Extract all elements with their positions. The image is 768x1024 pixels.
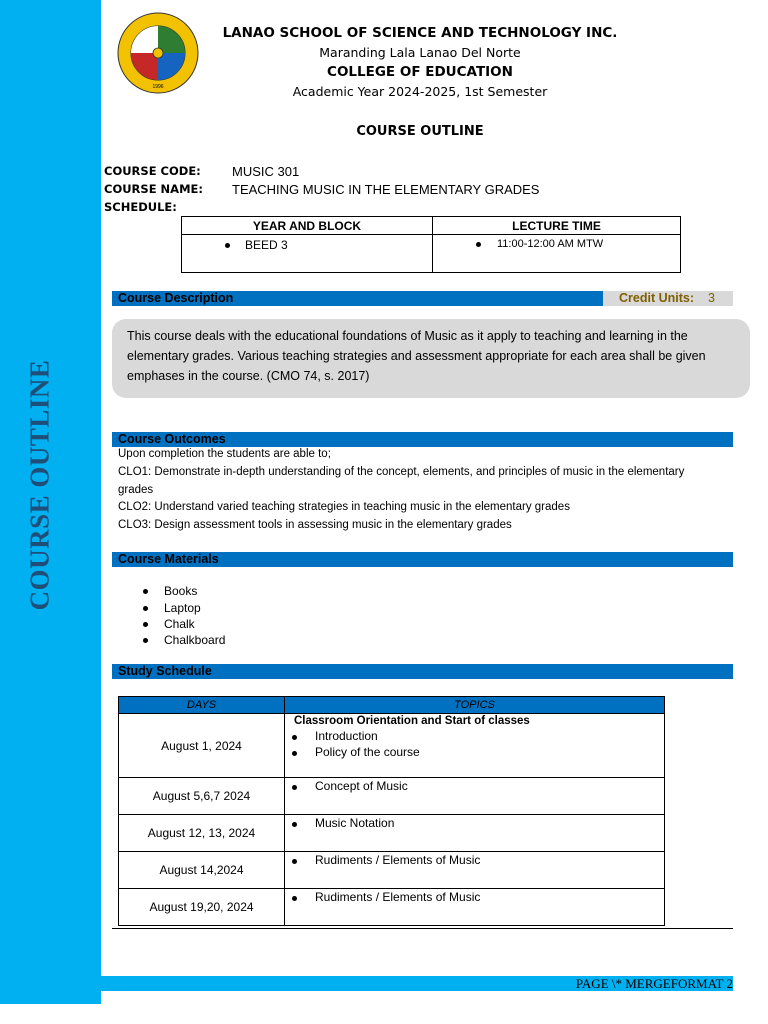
- school-logo: [117, 12, 199, 94]
- page-number-field: PAGE \* MERGEFORMAT 2: [575, 976, 733, 991]
- bullet-icon: [143, 606, 148, 611]
- table-row: [119, 778, 665, 815]
- bullet-icon: [292, 751, 297, 756]
- outcome-line: CLO3: Design assessment tools in assessing music in the elementary grades: [118, 519, 512, 531]
- col-lecture-time: LECTURE TIME: [433, 217, 681, 235]
- topics-cell: [285, 778, 665, 815]
- bullet-icon: [143, 622, 148, 627]
- time-value: 11:00-12:00 AM MTW: [497, 238, 604, 250]
- study-schedule-table: [118, 696, 665, 926]
- day-cell: August 5,6,7 2024: [119, 778, 285, 815]
- topic-item: Rudiments / Elements of Music: [315, 890, 481, 904]
- section-heading: Study Schedule: [118, 664, 212, 678]
- description-line: This course deals with the educational foundations of Music as it apply to teaching and learning in the: [127, 329, 688, 343]
- section-heading: Course Description: [118, 291, 234, 305]
- bullet-icon: [292, 785, 297, 790]
- section-outcomes: [112, 432, 733, 447]
- sidebar-title: COURSE OUTLINE: [24, 359, 55, 611]
- bullet-icon: [292, 896, 297, 901]
- day-cell: August 19,20, 2024: [119, 889, 285, 926]
- sidebar: [0, 0, 101, 1004]
- outcome-line: CLO2: Understand varied teaching strategies in teaching music in the elementary grades: [118, 501, 570, 513]
- footer-bar: [101, 976, 733, 991]
- page-title: COURSE OUTLINE: [356, 124, 484, 139]
- day-cell: August 12, 13, 2024: [119, 815, 285, 852]
- course-name-label: COURSE NAME:: [104, 182, 203, 196]
- course-name-value: TEACHING MUSIC IN THE ELEMENTARY GRADES: [232, 182, 540, 197]
- topics-cell: [285, 714, 665, 778]
- divider: [112, 928, 733, 929]
- bullet-icon: [143, 638, 148, 643]
- college-name: COLLEGE OF EDUCATION: [327, 64, 513, 80]
- bullet-icon: [143, 589, 148, 594]
- credit-value: 3: [708, 291, 715, 305]
- material-item: Chalkboard: [143, 633, 225, 647]
- table-row: [119, 889, 665, 926]
- topic-item: Rudiments / Elements of Music: [315, 853, 481, 867]
- col-days: DAYS: [119, 697, 285, 714]
- day-cell: August 1, 2024: [119, 714, 285, 778]
- topics-cell: [285, 815, 665, 852]
- schedule-table: [181, 216, 681, 273]
- credit-label: Credit Units:: [619, 291, 694, 305]
- course-code-label: COURSE CODE:: [104, 164, 201, 178]
- topic-item: Music Notation: [315, 816, 395, 830]
- topic-item: Introduction: [315, 729, 378, 743]
- school-address: Maranding Lala Lanao Del Norte: [319, 45, 521, 60]
- bullet-icon: [292, 735, 297, 740]
- topic-title: Classroom Orientation and Start of classes: [294, 715, 530, 727]
- material-item: Chalk: [143, 617, 195, 631]
- block-cell: [182, 235, 433, 273]
- material-item: Laptop: [143, 601, 201, 615]
- topics-cell: [285, 852, 665, 889]
- topic-item: Policy of the course: [315, 745, 420, 759]
- table-row: [119, 815, 665, 852]
- table-row: [119, 852, 665, 889]
- material-item: Books: [143, 584, 197, 598]
- description-line: emphases in the course. (CMO 74, s. 2017): [127, 369, 370, 383]
- section-heading: Course Materials: [118, 552, 219, 566]
- bullet-icon: [225, 243, 230, 248]
- outcome-line: grades: [118, 484, 154, 496]
- schedule-label: SCHEDULE:: [104, 200, 177, 214]
- academic-year: Academic Year 2024-2025, 1st Semester: [292, 84, 548, 99]
- bullet-icon: [476, 242, 481, 247]
- section-study-schedule: [112, 664, 733, 679]
- col-year-block: YEAR AND BLOCK: [182, 217, 433, 235]
- col-topics: TOPICS: [285, 697, 665, 714]
- credit-units: [603, 291, 733, 306]
- bullet-icon: [292, 822, 297, 827]
- topic-item: Concept of Music: [315, 779, 408, 793]
- section-materials: [112, 552, 733, 567]
- description-box: [112, 319, 750, 398]
- day-cell: August 14,2024: [119, 852, 285, 889]
- school-name: LANAO SCHOOL OF SCIENCE AND TECHNOLOGY INC.: [222, 25, 618, 41]
- bullet-icon: [292, 859, 297, 864]
- outcome-line: CLO1: Demonstrate in-depth understanding of the concept, elements, and principles of music in the elementary: [118, 466, 685, 478]
- description-line: elementary grades. Various teaching strategies and assessment appropriate for each area shall be given: [127, 349, 706, 363]
- table-row: [119, 714, 665, 778]
- outcome-line: Upon completion the students are able to;: [118, 448, 331, 460]
- time-cell: [433, 235, 681, 273]
- svg-text:1996: 1996: [152, 84, 164, 90]
- block-value: BEED 3: [245, 238, 288, 252]
- course-code-value: MUSIC 301: [232, 164, 300, 179]
- topics-cell: [285, 889, 665, 926]
- section-heading: Course Outcomes: [118, 432, 226, 446]
